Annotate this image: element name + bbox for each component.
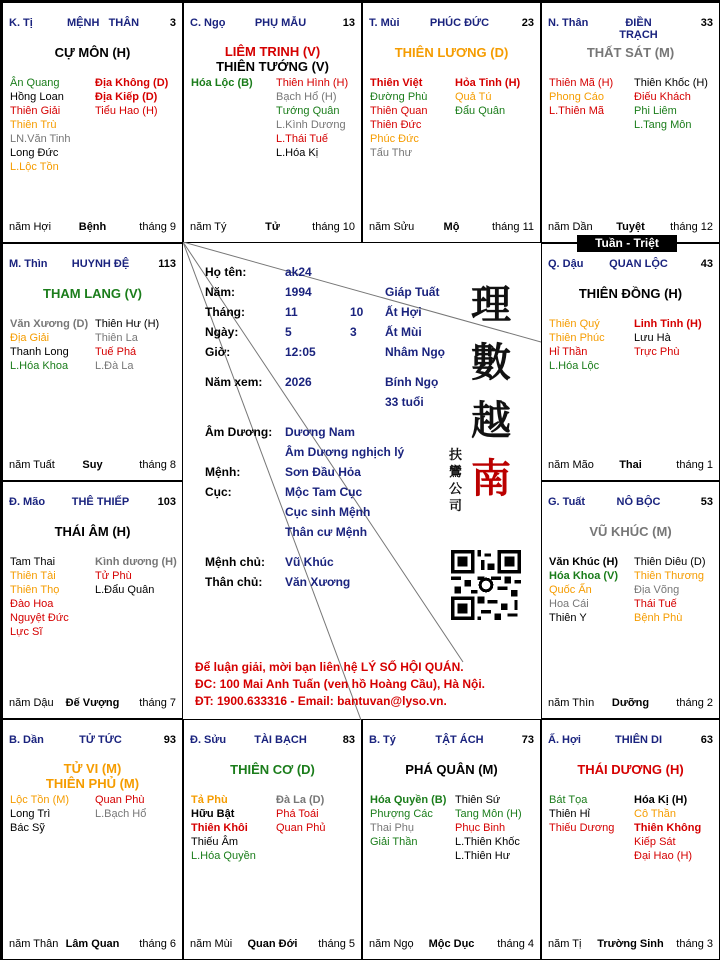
minor-star: Thiên Thọ: [10, 584, 60, 596]
palace-branch: B. Dần: [9, 734, 44, 746]
minor-star: Thanh Long: [10, 346, 69, 358]
cuc-label: Cục:: [205, 485, 232, 499]
hour-value: 12:05: [285, 345, 316, 359]
day-can: Ất Mùi: [385, 325, 422, 339]
palace-branch: G. Tuất: [548, 496, 586, 508]
palace-number: 43: [700, 258, 713, 270]
minor-star: L.Bạch Hổ: [95, 808, 147, 820]
minor-star: Văn Khúc (H): [549, 556, 619, 568]
palace-header: [9, 17, 176, 31]
right-stars-column: [455, 793, 537, 863]
minor-star: Giải Thần: [370, 836, 418, 848]
minor-star: Quốc Ấn: [549, 584, 592, 596]
palace-footer: [548, 938, 713, 952]
minor-star: Phá Toái: [276, 808, 319, 820]
palace-year: năm Thân: [9, 938, 59, 950]
calligraphy-logo: [471, 276, 531, 508]
left-stars-column: [549, 555, 631, 625]
palace-month: tháng 9: [139, 221, 176, 233]
right-stars-column: [634, 317, 716, 359]
amduong-value: Dương Nam: [285, 425, 355, 439]
palace-stage: Trường Sinh: [597, 938, 664, 950]
calligraphy-char-2: 數: [471, 339, 511, 386]
minor-star: Long Đức: [10, 147, 59, 159]
palace-year: năm Mão: [548, 459, 594, 471]
right-stars-column: [95, 793, 177, 821]
palace-header: [9, 258, 176, 272]
palace-month: tháng 2: [676, 697, 713, 709]
palace-name: TẬT ÁCH: [435, 734, 484, 746]
palace-month: tháng 5: [318, 938, 355, 950]
minor-star: Hoa Cái: [549, 598, 589, 610]
left-stars-column: [10, 793, 92, 835]
palace-footer: [369, 221, 534, 235]
amduong-note: Âm Dương nghịch lý: [285, 445, 405, 459]
minor-star: LN.Văn Tinh: [10, 133, 71, 145]
minor-star: Lực Sĩ: [10, 626, 43, 638]
name-label: Họ tên:: [205, 265, 247, 279]
right-stars-column: [95, 317, 177, 373]
thanchu-label: Thân chủ:: [205, 575, 263, 589]
name-value: ak24: [285, 265, 312, 279]
palace-number: 83: [342, 734, 355, 746]
minor-star: Thiên Hư (H): [95, 318, 160, 330]
minor-star: Phi Liêm: [634, 105, 677, 117]
minor-star: L.Thái Tuế: [276, 133, 328, 145]
minor-star: Lộc Tồn (M): [10, 794, 70, 806]
view-year-can: Bính Ngọ: [385, 375, 439, 389]
minor-star: Kình dương (H): [95, 556, 177, 568]
view-year-label: Năm xem:: [205, 375, 263, 389]
left-stars-column: [191, 76, 273, 90]
day-value: 5: [285, 325, 292, 339]
palace-month: tháng 4: [497, 938, 534, 950]
minor-star: Thiên Sứ: [455, 794, 501, 806]
main-star: THIÊN CƠ (D): [230, 762, 315, 777]
palace-number: 3: [169, 17, 176, 29]
palace-year: năm Dậu: [9, 697, 54, 709]
minor-star: Văn Xương (D): [10, 318, 89, 330]
palace-footer: [9, 697, 176, 711]
minor-star: Thiên Mã (H): [549, 77, 614, 89]
palace-name: NÔ BỘC: [616, 496, 661, 508]
minor-star: Đào Hoa: [10, 598, 54, 610]
palace-footer: [190, 938, 355, 952]
right-stars-column: [634, 76, 716, 132]
minor-star: Thiên Tài: [10, 570, 56, 582]
minor-star: L.Kình Dương: [276, 119, 346, 131]
menh-label: Mệnh:: [205, 465, 241, 479]
main-star: THIÊN TƯỚNG (V): [216, 59, 329, 74]
minor-star: Kiếp Sát: [634, 836, 676, 848]
minor-star: Địa Không (D): [95, 77, 169, 89]
minor-star: Hữu Bật: [191, 808, 235, 820]
palace-branch: T. Mùi: [369, 17, 400, 29]
palace-stage: Suy: [82, 459, 103, 471]
minor-star: Thiên Phúc: [549, 332, 605, 344]
minor-star: L.Thiên Mã: [549, 105, 605, 117]
palace-branch: K. Tị: [9, 17, 33, 29]
palace-branch: Q. Dậu: [548, 258, 584, 270]
month-value: 11: [285, 305, 298, 319]
menhchu-value: Vũ Khúc: [285, 555, 334, 569]
palace-ngo: [183, 2, 362, 243]
palace-name: TÀI BẠCH: [254, 734, 307, 746]
main-star: THAM LANG (V): [43, 286, 142, 301]
palace-footer: [190, 221, 355, 235]
minor-star: Trực Phù: [634, 346, 680, 358]
minor-star: Tang Môn (H): [455, 808, 522, 820]
palace-footer: [548, 459, 713, 473]
palace-month: tháng 12: [670, 221, 713, 233]
palace-name: THÊ THIẾP: [71, 496, 130, 508]
menhchu-label: Mệnh chủ:: [205, 555, 265, 569]
minor-star: Thiếu Dương: [549, 822, 615, 834]
palace-month: tháng 11: [491, 221, 534, 233]
minor-star: Ân Quang: [10, 77, 60, 89]
left-stars-column: [370, 793, 452, 849]
palace-month: tháng 7: [139, 697, 176, 709]
palace-number: 13: [342, 17, 355, 29]
main-star: THÁI DƯƠNG (H): [577, 762, 684, 777]
palace-year: năm Thìn: [548, 697, 595, 709]
palace-footer: [548, 221, 713, 235]
minor-star: Thái Tuế: [634, 598, 677, 610]
minor-star: L.Thiên Khốc: [455, 836, 520, 848]
minor-star: Thiên Hỉ: [549, 808, 590, 820]
palace-number: 53: [700, 496, 713, 508]
calligraphy-char-4: 南: [471, 455, 511, 502]
palace-name: TỬ TỨC: [79, 734, 122, 746]
minor-star: Phúc Đức: [370, 133, 419, 145]
qr-code-icon: [451, 550, 521, 620]
palace-year: năm Ngọ: [369, 938, 414, 950]
minor-star: Bạch Hổ (H): [276, 91, 337, 103]
month-can: Ất Hợi: [385, 305, 422, 319]
left-stars-column: [549, 76, 631, 118]
minor-star: Bát Tọa: [549, 794, 588, 806]
year-label: Năm:: [205, 285, 236, 299]
palace-month: tháng 3: [676, 938, 713, 950]
palace-header: [548, 258, 713, 272]
menh-value: Sơn Đầu Hỏa: [285, 465, 361, 479]
palace-dan: [2, 719, 183, 960]
main-star: THẤT SÁT (M): [586, 45, 675, 60]
minor-star: L.Hóa Quyền: [191, 850, 256, 862]
main-star: THIÊN PHỦ (M): [45, 776, 140, 791]
main-star: CỰ MÔN (H): [54, 45, 131, 60]
minor-star: L.Thiên Hư: [455, 850, 511, 862]
center-info-panel: [183, 242, 541, 720]
palace-name: ĐIỀN TRẠCH: [619, 17, 658, 41]
minor-star: Thiên Khôi: [191, 822, 248, 834]
palace-number: 103: [157, 496, 176, 508]
palace-year: năm Mùi: [190, 938, 233, 950]
minor-star: Thiên Quan: [370, 105, 428, 117]
minor-star: Bệnh Phù: [634, 612, 683, 624]
left-stars-column: [549, 317, 631, 373]
palace-suffix: THÂN: [108, 17, 140, 29]
cuc-value: Mộc Tam Cục: [285, 485, 363, 499]
minor-star: Hóa Kị (H): [634, 794, 688, 806]
left-stars-column: [191, 793, 273, 863]
palace-stage: Dưỡng: [611, 697, 650, 709]
minor-star: Nguyệt Đức: [10, 612, 69, 624]
cuc-note-1: Cục sinh Mệnh: [285, 505, 371, 519]
palace-stage: Quan Đới: [247, 938, 298, 950]
minor-star: Hỉ Thần: [549, 346, 588, 358]
minor-star: Lưu Hà: [634, 332, 671, 344]
palace-footer: [9, 459, 176, 473]
minor-star: Thiên Hình (H): [276, 77, 349, 89]
palace-year: năm Hợi: [9, 221, 52, 233]
minor-star: Thiên Quý: [549, 318, 600, 330]
palace-header: [369, 17, 534, 31]
year-can: Giáp Tuất: [385, 285, 440, 299]
minor-star: Tấu Thư: [370, 147, 413, 159]
palace-header: [9, 496, 176, 510]
palace-stage: Đế Vượng: [65, 697, 120, 709]
palace-ty: [2, 2, 183, 243]
minor-star: Tả Phù: [191, 794, 228, 806]
palace-year: năm Sửu: [369, 221, 415, 233]
palace-stage: Tuyệt: [616, 221, 645, 233]
palace-header: [548, 17, 713, 41]
month-label: Tháng:: [205, 305, 245, 319]
hour-label: Giờ:: [205, 345, 231, 359]
main-star: LIÊM TRINH (V): [224, 44, 321, 59]
palace-dau: [541, 243, 720, 481]
minor-star: Đà La (D): [276, 794, 325, 806]
minor-star: Tuế Phá: [95, 346, 137, 358]
palace-tuat: [541, 481, 720, 719]
right-stars-column: [95, 76, 177, 118]
minor-star: Bác Sỹ: [10, 822, 45, 834]
minor-star: Điếu Khách: [634, 91, 691, 103]
palace-year: năm Tị: [548, 938, 582, 950]
age-value: 33 tuổi: [385, 395, 424, 409]
minor-star: Địa Kiếp (D): [95, 91, 158, 103]
left-stars-column: [549, 793, 631, 835]
minor-star: Tam Thai: [10, 556, 56, 568]
minor-star: L.Tang Môn: [634, 119, 692, 131]
contact-line-2: ĐC: 100 Mai Anh Tuấn (ven hồ Hoàng Cầu), Hà Nội.: [195, 677, 486, 691]
palace-stage: Lâm Quan: [65, 938, 120, 950]
palace-month: tháng 8: [139, 459, 176, 471]
minor-star: Thiên Khốc (H): [634, 77, 708, 89]
minor-star: Hóa Quyền (B): [370, 794, 447, 806]
minor-star: Quả Tú: [455, 91, 492, 103]
minor-star: Hóa Khoa (V): [549, 570, 619, 582]
left-stars-column: [10, 317, 92, 373]
palace-hoi: [541, 719, 720, 960]
palace-header: [548, 734, 713, 748]
palace-ty2: [362, 719, 541, 960]
palace-mui: [362, 2, 541, 243]
main-star: TỬ VI (M): [63, 761, 122, 776]
palace-stage: Mộc Dục: [428, 938, 475, 950]
minor-star: L.Lộc Tồn: [10, 161, 59, 173]
palace-month: tháng 6: [139, 938, 176, 950]
minor-star: Thiên Đức: [370, 119, 422, 131]
minor-star: Đại Hao (H): [634, 850, 693, 862]
minor-star: Thiếu Âm: [191, 836, 239, 848]
palace-branch: Ấ. Hợi: [548, 734, 581, 746]
palace-footer: [548, 697, 713, 711]
calligraphy-small: 扶鸞公司: [449, 448, 463, 514]
palace-branch: Đ. Mão: [9, 496, 46, 508]
palace-header: [190, 17, 355, 31]
right-stars-column: [634, 793, 716, 863]
palace-month: tháng 1: [676, 459, 713, 471]
minor-star: Quan Phù: [95, 794, 145, 806]
palace-thin: [2, 243, 183, 481]
minor-star: Tướng Quân: [276, 105, 340, 117]
palace-mao: [2, 481, 183, 719]
palace-branch: Đ. Sửu: [190, 734, 227, 746]
palace-name: PHỤ MẪU: [254, 17, 307, 29]
main-star: VŨ KHÚC (M): [589, 524, 672, 539]
contact-line-3: ĐT: 1900.633316 - Email: bantuvan@lyso.vn.: [195, 694, 447, 708]
minor-star: Hỏa Tinh (H): [455, 77, 521, 89]
palace-year: năm Tuất: [9, 459, 55, 471]
minor-star: Thiên Việt: [370, 77, 423, 89]
palace-branch: N. Thân: [548, 17, 589, 29]
minor-star: Thiên Y: [549, 612, 587, 624]
calligraphy-char-3: 越: [471, 397, 511, 444]
palace-number: 63: [700, 734, 713, 746]
tuan-triet-badge: Tuần - Triệt: [577, 235, 677, 252]
minor-star: Thiên Thương: [634, 570, 705, 582]
minor-star: Địa Võng: [634, 584, 680, 596]
day-label: Ngày:: [205, 325, 239, 339]
main-star: THIÊN LƯƠNG (D): [394, 45, 509, 60]
right-stars-column: [95, 555, 177, 597]
palace-number: 33: [700, 17, 713, 29]
hour-can: Nhâm Ngọ: [385, 345, 445, 359]
right-stars-column: [276, 793, 358, 835]
view-year-value: 2026: [285, 375, 312, 389]
palace-name: THIÊN DI: [614, 734, 663, 746]
palace-number: 113: [158, 258, 176, 270]
minor-star: Tử Phù: [95, 570, 132, 582]
calligraphy-char-1: 理: [471, 281, 511, 328]
right-stars-column: [455, 76, 537, 118]
palace-name: PHÚC ĐỨC: [429, 17, 490, 29]
minor-star: Thiên Diêu (D): [634, 556, 706, 568]
minor-star: Thai Phụ: [370, 822, 415, 834]
minor-star: Phong Cáo: [549, 91, 605, 103]
main-star: THÁI ÂM (H): [54, 524, 131, 539]
palace-stage: Bệnh: [78, 221, 107, 233]
minor-star: Phượng Các: [370, 808, 433, 820]
palace-branch: M. Thìn: [9, 258, 48, 270]
month-lunar: 10: [350, 305, 364, 319]
thanchu-value: Văn Xương: [285, 575, 351, 589]
palace-name: MỆNH THÂN: [67, 17, 140, 29]
main-star: THIÊN ĐỒNG (H): [578, 286, 683, 301]
minor-star: L.Đà La: [95, 360, 134, 372]
palace-stage: Tử: [265, 221, 280, 233]
palace-branch: C. Ngọ: [190, 17, 226, 29]
palace-header: [190, 734, 355, 748]
palace-footer: [9, 938, 176, 952]
left-stars-column: [370, 76, 452, 160]
minor-star: Thiên Giải: [10, 105, 61, 117]
minor-star: Phục Binh: [455, 822, 506, 834]
minor-star: Đẩu Quân: [455, 105, 506, 117]
cuc-note-2: Thân cư Mệnh: [285, 525, 368, 539]
palace-number: 23: [521, 17, 534, 29]
palace-footer: [369, 938, 534, 952]
palace-stage: Mộ: [443, 221, 460, 233]
amduong-label: Âm Dương:: [205, 425, 273, 439]
palace-month: tháng 10: [312, 221, 355, 233]
palace-year: năm Tý: [190, 221, 227, 233]
left-stars-column: [10, 555, 92, 639]
palace-header: [9, 734, 176, 748]
palace-name: QUAN LỘC: [609, 258, 668, 270]
contact-line-1: Để luận giải, mời bạn liên hệ LÝ SỐ HỘI QUÁN.: [195, 660, 464, 674]
palace-header: [369, 734, 534, 748]
minor-star: L.Đẩu Quân: [95, 584, 155, 596]
palace-name: HUYNH ĐỆ: [71, 258, 130, 270]
palace-stage: Thai: [619, 459, 642, 471]
palace-number: 73: [521, 734, 534, 746]
minor-star: Hóa Lộc (B): [191, 77, 253, 89]
palace-header: [548, 496, 713, 510]
minor-star: Thiên Trù: [10, 119, 57, 131]
right-stars-column: [634, 555, 716, 625]
day-lunar: 3: [350, 325, 357, 339]
palace-footer: [9, 221, 176, 235]
palace-than: [541, 2, 720, 243]
minor-star: Long Trì: [10, 808, 51, 820]
minor-star: Địa Giải: [10, 332, 50, 344]
minor-star: L.Hóa Lộc: [549, 360, 600, 372]
minor-star: Thiên La: [95, 332, 138, 344]
minor-star: Tiểu Hao (H): [95, 105, 158, 117]
minor-star: Thiên Không: [634, 822, 702, 834]
minor-star: Đường Phù: [370, 91, 428, 103]
palace-number: 93: [163, 734, 176, 746]
palace-branch: B. Tý: [369, 734, 396, 746]
minor-star: Quan Phủ: [276, 822, 326, 834]
minor-star: Hồng Loan: [10, 91, 64, 103]
left-stars-column: [10, 76, 92, 174]
palace-year: năm Dần: [548, 221, 593, 233]
right-stars-column: [276, 76, 358, 160]
minor-star: L.Hóa Kị: [276, 147, 319, 159]
minor-star: Linh Tinh (H): [634, 318, 702, 330]
year-value: 1994: [285, 285, 312, 299]
main-star: PHÁ QUÂN (M): [405, 762, 498, 777]
palace-suu: [183, 719, 362, 960]
minor-star: Cô Thần: [634, 808, 676, 820]
minor-star: L.Hóa Khoa: [10, 360, 69, 372]
